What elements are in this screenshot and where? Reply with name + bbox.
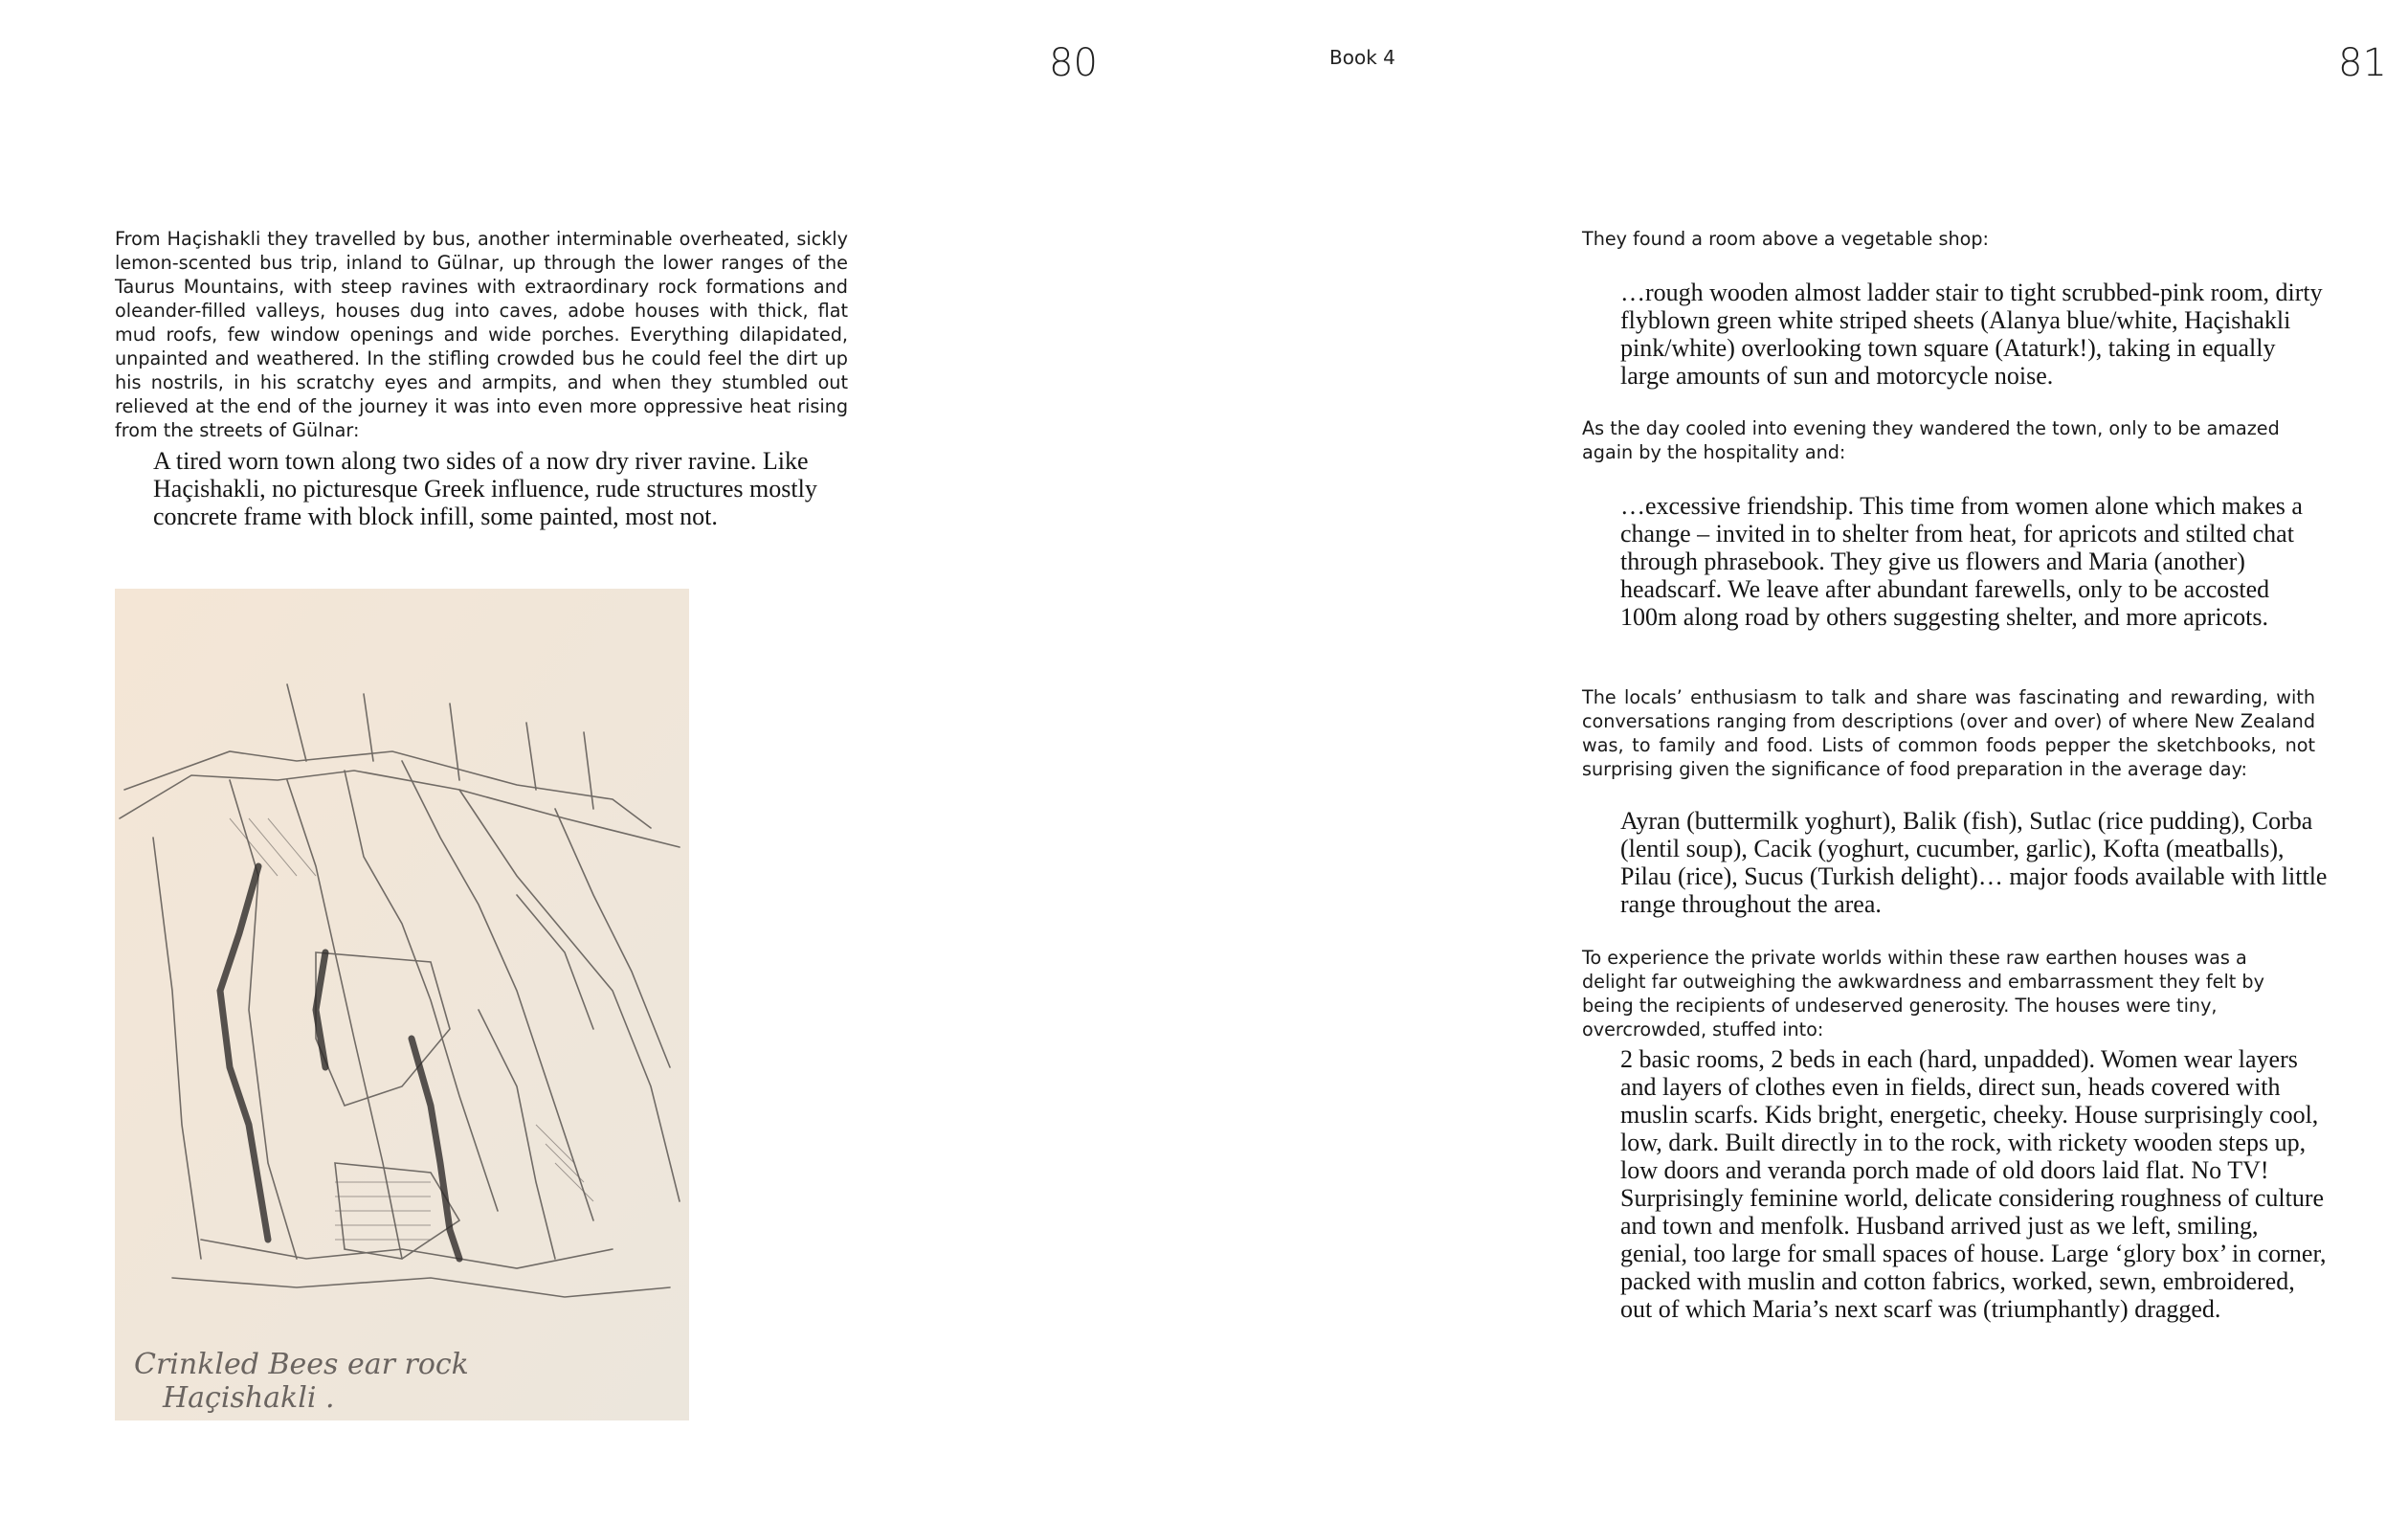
page-number-left: 80: [1049, 41, 1098, 85]
right-paragraph-4: To experience the private worlds within these raw earthen houses was a delight far outweighing the awkwardness and embarrassment they felt by being the recipients of undeserved generosity. The houses were tiny, overcrowded, stuffed into:: [1582, 947, 2264, 1040]
sketch-caption-line-1: Crinkled Bees ear rock: [134, 1348, 469, 1381]
right-quote-1: …rough wooden almost ladder stair to tight scrubbed-pink room, dirty flyblown green white striped sheets (Alanya blue/white, Haçishakli pink/white) overlooking town square (Ataturk!), taking in equally large amounts of sun and motorcycle noise.: [1620, 279, 2323, 390]
page-number-right: 81: [2338, 41, 2387, 85]
right-quote-3: Ayran (buttermilk yoghurt), Balik (fish), Sutlac (rice pudding), Corba (lentil soup), Cacik (yoghurt, cucumber, garlic), Kofta (meatballs), Pilau (rice), Sucus (Turkish delight)… major foods available with little range throughout the area.: [1620, 807, 2328, 918]
left-paragraph-1: From Haçishakli they travelled by bus, another interminable overheated, sickly lemon-scented bus trip, inland to Gülnar, up through the lower ranges of the Taurus Mountains, with steep ravines with extraordinary rock formations and oleander-filled valleys, houses dug into caves, adobe houses with thick, flat mud roofs, few window openings and wide porches. Everything dilapidated, unpainted and weathered. In the stifling crowded bus he could feel the dirt up his nostrils, in his scratchy eyes and armpits, and when they stumbled out relieved at the end of the journey it was into even more oppressive heat rising from the streets of Gülnar:: [115, 228, 848, 441]
right-paragraph-1: They found a room above a vegetable shop:: [1582, 228, 1990, 250]
right-paragraph-3: The locals’ enthusiasm to talk and share was fascinating and rewarding, with conversations ranging from descriptions (over and over) of where New Zealand was, to family and food. Lists of common foods pepper the sketchbooks, not surprising given the significance of food preparation in the average day:: [1582, 686, 2315, 780]
left-quote-1: A tired worn town along two sides of a now dry river ravine. Like Haçishakli, no picturesque Greek influence, rude structures mostly concrete frame with block infill, some painted, most not.: [153, 447, 817, 530]
right-quote-2: …excessive friendship. This time from women alone which makes a change – invited in to shelter from heat, for apricots and stilted chat through phrasebook. They give us flowers and Maria (another) headscarf. We leave after abundant farewells, only to be accosted 100m along road by others suggesting shelter, and more apricots.: [1620, 492, 2303, 631]
right-paragraph-2: As the day cooled into evening they wandered the town, only to be amazed again by the hospitality and:: [1582, 417, 2280, 463]
right-quote-4: 2 basic rooms, 2 beds in each (hard, unpadded). Women wear layers and layers of clothes even in fields, direct sun, heads covered with muslin scarfs. Kids bright, energetic, cheeky. House surprisingly cool, low, dark. Built directly in to the rock, with rickety wooden steps up, low doors and veranda porch made of old doors laid flat. No TV! Surprisingly feminine world, delicate considering roughness of culture and town and menfolk. Husband arrived just as we left, smiling, genial, too large for small spaces of house. Large ‘glory box’ in corner, packed with muslin and cotton fabrics, worked, sewn, embroidered, out of which Maria’s next scarf was (triumphantly) dragged.: [1620, 1045, 2327, 1323]
sketch-image: [115, 589, 689, 1420]
sketch-caption-line-2: Haçishakli .: [163, 1381, 335, 1415]
pencil-sketch-rock-formation-icon: [115, 589, 689, 1420]
running-head: Book 4: [1329, 46, 1395, 69]
